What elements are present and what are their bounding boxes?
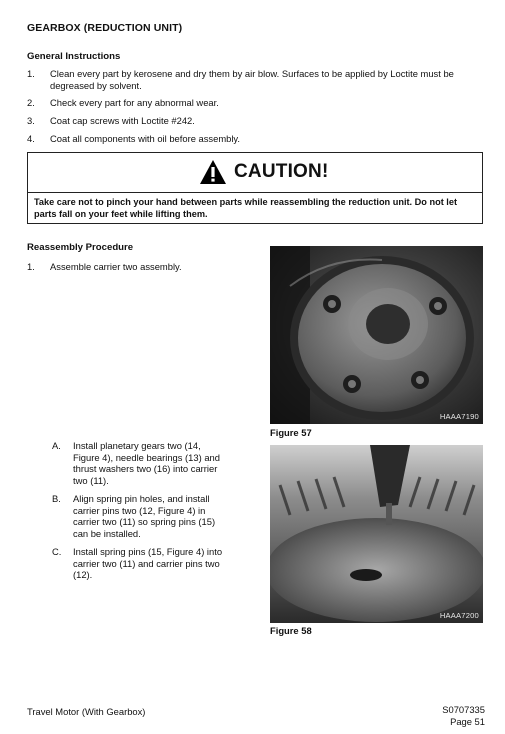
list-text-line: degreased by solvent. <box>50 79 142 91</box>
page-title: GEARBOX (REDUCTION UNIT) <box>27 22 183 34</box>
list-item <box>27 133 487 145</box>
list-number: 1. <box>27 68 35 79</box>
footer-section-title: Travel Motor (With Gearbox) <box>27 706 146 717</box>
figure-caption: Figure 58 <box>270 625 312 636</box>
general-instructions-heading: General Instructions <box>27 51 121 62</box>
list-item <box>27 115 487 127</box>
list-item <box>27 68 487 92</box>
warning-triangle-icon <box>199 159 227 185</box>
substep-item <box>52 546 242 582</box>
substep-text <box>73 440 238 486</box>
list-number: 1. <box>27 261 35 272</box>
substep-line: carrier two (11) and carrier pins two <box>73 557 220 569</box>
substep-letter: A. <box>52 440 61 451</box>
list-number: 4. <box>27 133 35 144</box>
reassembly-heading: Reassembly Procedure <box>27 242 134 253</box>
figure-code: HAAA7200 <box>439 611 479 620</box>
caution-line: Take care not to pinch your hand between parts while reassembling the reduction unit. Do not let <box>34 197 458 207</box>
list-number: 2. <box>27 97 35 108</box>
substep-line: carrier two (11) so spring pins (15) <box>73 516 216 527</box>
substep-line: can be installed. <box>73 527 141 539</box>
caution-line: parts fall on your feet while lifting them. <box>34 208 208 219</box>
list-text-line: Assemble carrier two assembly. <box>50 261 182 272</box>
list-text-line: Clean every part by kerosene and dry them by air blow. Surfaces to be applied by Loctite must be <box>50 68 454 79</box>
caution-box <box>27 152 483 224</box>
list-item <box>27 261 257 273</box>
carrier-assembly-photo <box>270 246 483 424</box>
substep-line: Figure 4), needle bearings (13) and <box>73 451 220 463</box>
substep-line: two (11). <box>73 474 109 486</box>
substep-text <box>73 493 238 539</box>
list-number: 3. <box>27 115 35 126</box>
substep-item <box>52 493 242 541</box>
substep-text <box>73 546 238 581</box>
substep-line: Align spring pin holes, and install <box>73 493 210 504</box>
figure-caption: Figure 57 <box>270 427 312 438</box>
substep-line: (12). <box>73 569 93 580</box>
list-item <box>27 97 487 109</box>
figure-57-photo <box>270 246 483 424</box>
caution-title: CAUTION! <box>234 161 329 182</box>
spring-pin-install-photo <box>270 445 483 623</box>
list-text-line: Coat all components with oil before assembly. <box>50 133 241 144</box>
caution-text <box>34 197 480 220</box>
substep-line: Install planetary gears two (14, <box>73 440 201 451</box>
list-text-line: Check every part for any abnormal wear. <box>50 97 219 108</box>
caution-header <box>28 153 482 193</box>
footer-page-number: Page 51 <box>450 716 485 727</box>
substep-item <box>52 440 242 488</box>
list-text-line: Coat cap screws with Loctite #242. <box>50 115 195 126</box>
substep-line: Install spring pins (15, Figure 4) into <box>73 546 223 557</box>
figure-code: HAAA7190 <box>439 412 479 421</box>
substep-letter: C. <box>52 546 62 557</box>
substep-line: thrust washers two (16) into carrier <box>73 463 218 474</box>
figure-58-photo <box>270 445 483 623</box>
footer-doc-number: S0707335 <box>442 704 485 715</box>
substep-line: carrier pins two (12, Figure 4) in <box>73 504 206 516</box>
substep-letter: B. <box>52 493 61 504</box>
